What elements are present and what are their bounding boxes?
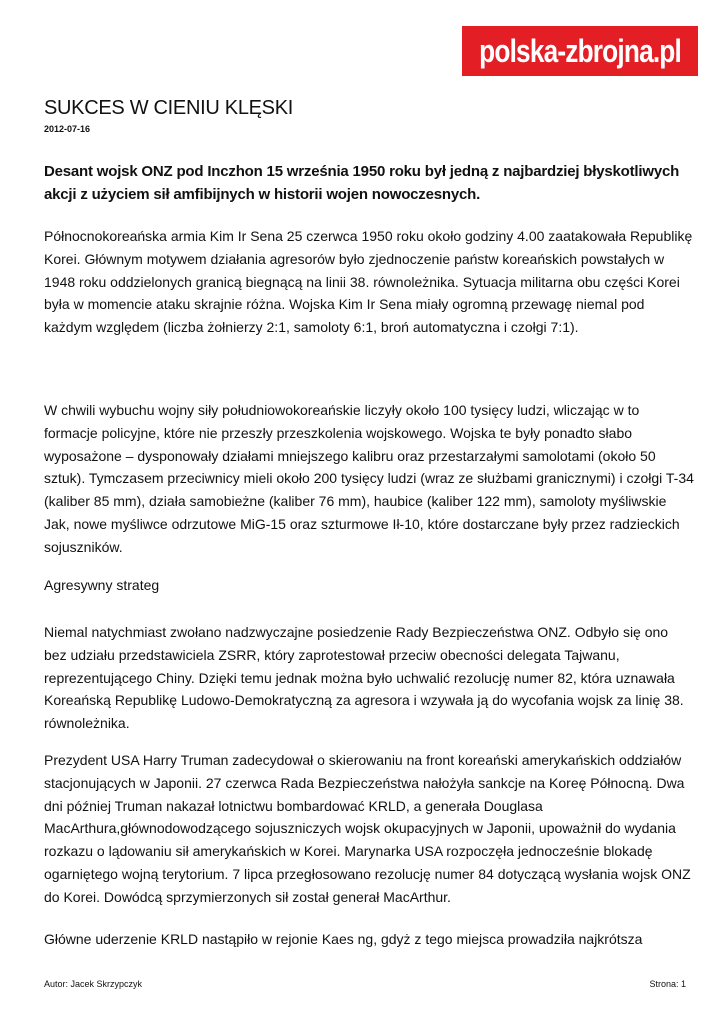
article-paragraph: Północnokoreańska armia Kim Ir Sena 25 czerwca 1950 roku około godziny 4.00 zaatakowała Republikę Korei. Głównym motywem działania agresorów było zjednoczenie państw koreańskich powstałych w 1948 roku oddzielonych granicą biegnącą na linii 38. równoleżnika. Sytuacja militarna obu części Korei była w momencie ataku skrajnie różna. Wojska Kim Ir Sena miały ogromną przewagę niemal pod każdym względem (liczba żołnierzy 2:1, samoloty 6:1, broń automatyczna i czołgi 7:1). (44, 228, 693, 336)
article-paragraph: Główne uderzenie KRLD nastąpiło w rejonie Kaes ng, gdyż z tego miejsca prowadziła najkrótsza (44, 931, 643, 947)
footer-author: Autor: Jacek Skrzypczyk (44, 979, 143, 989)
article-lead: Desant wojsk ONZ pod Inczhon 15 września 1950 roku był jedną z najbardziej błyskotliwych akcji z użyciem sił amfibijnych w historii wojen nowoczesnych. (44, 163, 680, 203)
article-paragraph: Prezydent USA Harry Truman zadecydował o skierowaniu na front koreański amerykańskich oddziałów stacjonujących w Japonii. 27 czerwca Rada Bezpieczeństwa nałożyła sankcje na Koreę Północną. Dwa dni później Truman nakazał lotnictwu bombardować KRLD, a generała Douglasa MacArthura,głównodowodzącego sojuszniczych wojsk okupacyjnych w Japonii, upoważnił do wydania rozkazu o lądowaniu sił amerykańskich w Korei. Marynarka USA rozpoczęła jednocześnie blokadę ogarniętego wojną terytorium. 7 lipca przegłosowano rezolucję numer 84 dotyczącą wysłania wojsk ONZ do Korei. Dowódcą sprzymierzonych sił został generał MacArthur. (44, 752, 691, 905)
article-date: 2012-07-16 (44, 124, 91, 134)
article-paragraph: W chwili wybuchu wojny siły południowokoreańskie liczyły około 100 tysięcy ludzi, wliczając w to formacje policyjne, które nie przeszły przeszkolenia wojskowego. Wojska te były ponadto słabo wyposażone – dysponowały działami mniejszego kalibru oraz przestarzałymi samolotami (około 50 sztuk). Tymczasem przeciwnicy mieli około 200 tysięcy ludzi (wraz ze służbami granicznymi) i czołgi T-34 (kaliber 85 mm), działa samobieżne (kaliber 76 mm), haubice (kaliber 122 mm), samoloty myśliwskie Jak, nowe myśliwce odrzutowe MiG-15 oraz szturmowe Ił-10, które dostarczane były przez radzieckich sojuszników. (44, 402, 694, 555)
section-subheading: Agresywny strateg (44, 577, 160, 593)
footer-page-number: Strona: 1 (649, 979, 686, 989)
article-paragraph: Niemal natychmiast zwołano nadzwyczajne posiedzenie Rady Bezpieczeństwa ONZ. Odbyło się ono bez udziału przedstawiciela ZSRR, który zaprotestował przeciw obecności delegata Tajwanu, reprezentującego Chiny. Dzięki temu jednak można było uchwalić rezolucję numer 82, która uznawała Koreańską Republikę Ludowo-Demokratyczną za agresora i wzywała ją do wycofania wojsk za linię 38. równoleżnika. (44, 624, 684, 732)
article-title: SUKCES W CIENIU KLĘSKI (44, 97, 294, 119)
site-logo-text: polska-zbrojna.pl (479, 32, 681, 69)
site-logo (462, 26, 698, 76)
